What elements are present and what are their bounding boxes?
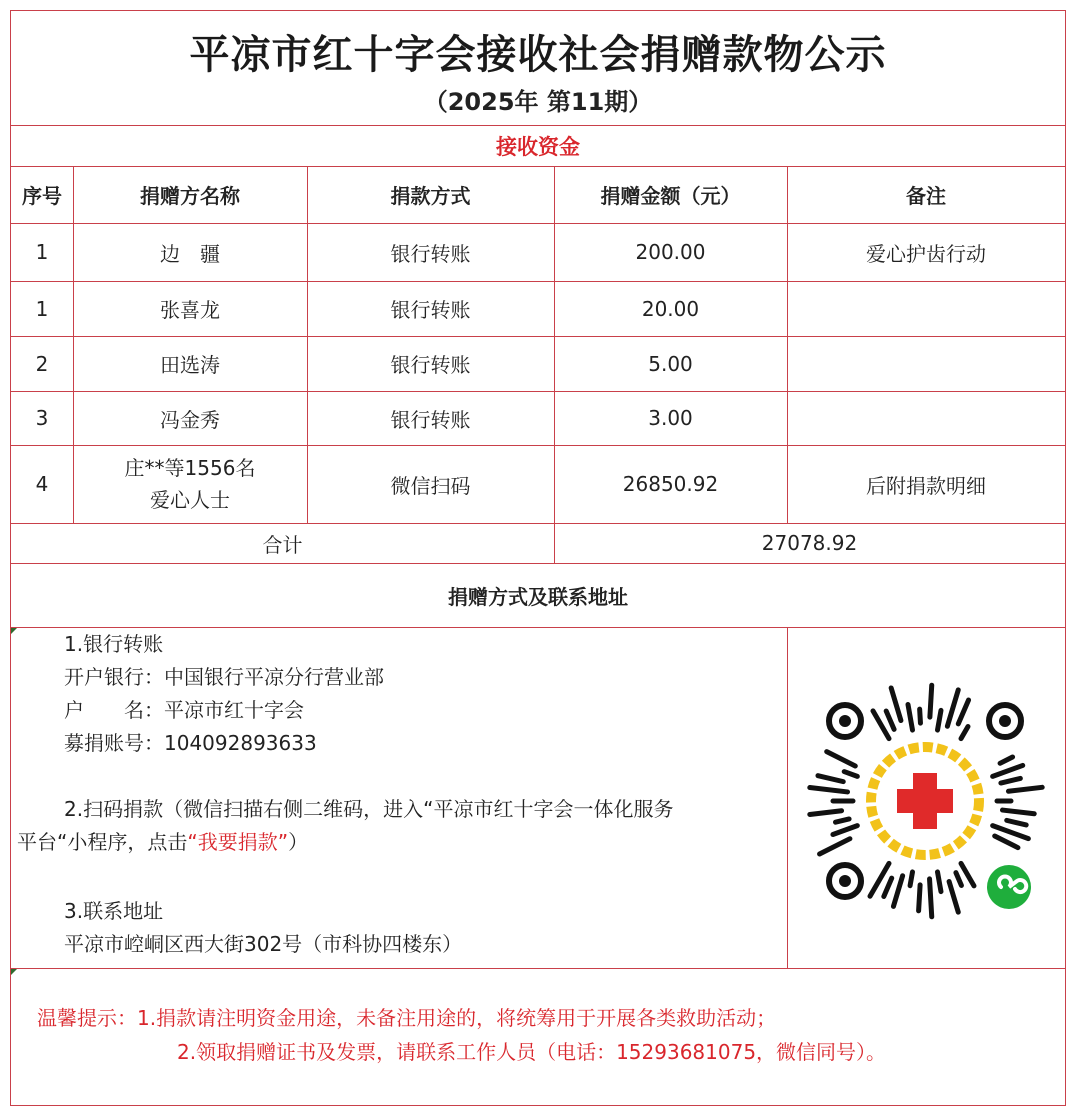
warm-tip-line2: 2.领取捐赠证书及发票，请联系工作人员（电话：15293681075，微信同号）。: [177, 1040, 887, 1064]
table-row-5-donor: [73, 445, 307, 523]
address-heading: 3.联系地址: [64, 899, 164, 923]
table-row-1-amount: 200.00: [635, 240, 706, 264]
qr-ray: [995, 836, 1018, 848]
address-text: 平凉市崆峒区西大街302号（市科协四楼东）: [64, 932, 463, 956]
section-funds-title: 接收资金: [496, 134, 580, 159]
qr-ray: [827, 752, 856, 766]
qr-ray: [930, 879, 932, 917]
qr-ray: [891, 688, 901, 721]
table-row-1-donor: 边 疆: [160, 241, 220, 266]
table-row-2-amount: 20.00: [641, 296, 700, 321]
table-row-5-no: 4: [35, 472, 49, 496]
table-row-5-method: 微信扫码: [390, 473, 471, 498]
table-row-2-method: 银行转账: [390, 298, 471, 322]
red-cross-emblem-icon: [863, 739, 987, 863]
qr-ray: [810, 788, 848, 792]
table-row-5-donor-line1: 庄**等1556名: [124, 456, 256, 480]
col-header-no: 序号: [22, 184, 62, 208]
qr-ray: [908, 704, 913, 730]
mini-program-badge-icon: [987, 865, 1031, 909]
qr-ray: [993, 765, 1023, 776]
cell-corner-mark: [11, 628, 17, 634]
warm-tip-line1: 温馨提示：1.捐款请注明资金用途，未备注用途的，将统筹用于开展各类救助活动；: [37, 1006, 777, 1030]
qr-ray: [930, 685, 932, 717]
qr-ray: [810, 811, 842, 815]
wechat-mini-program-code-icon[interactable]: [797, 673, 1053, 929]
qr-ray: [938, 710, 941, 730]
qr-ray: [886, 711, 894, 729]
qr-code-graphic: [797, 673, 1053, 929]
donate-now-text: “我要捐款”: [187, 830, 289, 854]
qr-ray: [956, 873, 962, 886]
qr-ray: [958, 700, 968, 724]
table-row-4-method: 银行转账: [390, 407, 471, 432]
table-row-5-amount: 26850.92: [622, 472, 719, 496]
account-name: 户 名：平凉市红十字会: [64, 698, 304, 722]
cell-corner-mark: [11, 969, 17, 975]
bank-heading: 1.银行转账: [64, 632, 164, 656]
table-row-3-method: 银行转账: [390, 353, 471, 377]
bank-name: 开户银行：中国银行平凉分行营业部: [64, 665, 384, 689]
donation-notice-sheet: [10, 10, 1066, 1106]
table-row-4-donor: 冯金秀: [160, 407, 220, 432]
qr-ray: [1008, 787, 1042, 791]
table-row-1-note: 爱心护齿行动: [866, 241, 986, 266]
qr-ray: [920, 709, 921, 723]
table-row-3-donor: 田选涛: [160, 353, 220, 377]
section-contact-title: 捐赠方式及联系地址: [448, 584, 628, 609]
total-label: 合计: [262, 532, 303, 557]
table-row-5-note: 后附捐款明细: [866, 473, 986, 498]
table-row-5-donor-line2: 爱心人士: [150, 488, 230, 512]
col-header-amount: 捐赠金额（元）: [600, 184, 741, 208]
scan-instruction-line1: 2.扫码捐款（微信扫描右侧二维码，进入“平凉市红十字会一体化服务: [64, 797, 674, 821]
qr-ray: [844, 772, 857, 777]
qr-ray: [833, 826, 857, 835]
scan-instruction-prefix: 平台“小程序，点击: [17, 830, 188, 854]
table-row-1-no: 1: [35, 240, 49, 264]
scan-instruction-suffix: ）: [288, 830, 309, 854]
table-row-4-amount: 3.00: [648, 406, 693, 430]
qr-ray: [818, 776, 843, 782]
col-header-note: 备注: [906, 184, 946, 208]
qr-ray: [835, 819, 849, 822]
table-row-3-note: [787, 336, 1065, 391]
scan-instruction-line2: [17, 826, 308, 859]
table-row-1-method: 银行转账: [390, 241, 471, 266]
qr-ray: [961, 863, 974, 886]
qr-ray: [1002, 810, 1034, 814]
col-header-method: 捐款方式: [390, 184, 471, 208]
issue-subtitle: （2025年 第11期）: [423, 87, 653, 116]
qr-ray: [820, 839, 850, 854]
account-number: 募捐账号：104092893633: [64, 731, 317, 755]
qr-ray: [961, 727, 968, 739]
qr-ray: [1007, 820, 1026, 825]
table-row-2-donor: 张喜龙: [160, 298, 220, 322]
total-value: 27078.92: [761, 531, 858, 555]
qr-ray: [910, 872, 912, 886]
table-row-3-amount: 5.00: [648, 351, 693, 376]
qr-ray: [938, 872, 941, 892]
qr-ray: [949, 881, 958, 912]
page-title: 平凉市红十字会接收社会捐赠款物公示: [189, 31, 887, 78]
qr-ray: [1000, 757, 1013, 763]
qr-ray: [1001, 778, 1020, 783]
qr-ray: [919, 885, 921, 911]
qr-ray: [893, 876, 902, 907]
qr-ray: [947, 690, 958, 726]
table-row-4-note: [787, 391, 1065, 445]
col-header-donor: 捐赠方名称: [140, 184, 240, 208]
table-row-3-no: 2: [35, 351, 49, 376]
table-row-4-no: 3: [35, 406, 49, 430]
qr-ray: [884, 878, 892, 896]
table-row-2-note: [787, 281, 1065, 336]
table-row-2-no: 1: [35, 296, 49, 321]
